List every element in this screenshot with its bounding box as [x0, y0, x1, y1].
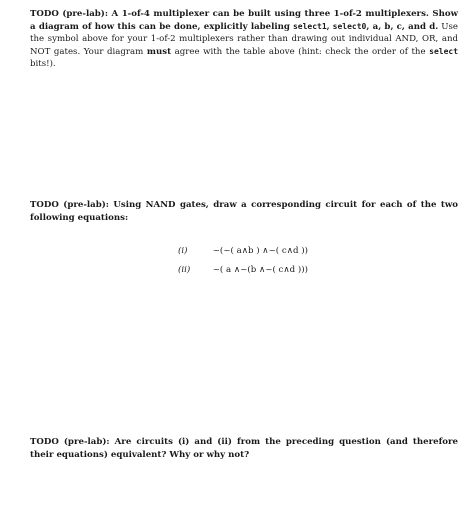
equation-expression: ~( a ∧~(b ∧~( c∧d )))	[212, 265, 308, 275]
select-code: select	[429, 46, 459, 56]
equation-list	[178, 242, 308, 280]
question-nand-circuits: TODO (pre-lab): Using NAND gates, draw a corresponding circuit for each of the two following equations:	[30, 200, 458, 223]
question-equivalence: TODO (pre-lab): Are circuits (i) and (ii) from the preceding question (and therefore their equations) equivalent? Why or why not?	[30, 437, 458, 460]
must-emphasis: must	[146, 46, 172, 57]
equation-row	[178, 261, 308, 280]
equation-expression: ~(~( a∧b ) ∧~( c∧d ))	[212, 246, 308, 256]
sep-1: ,	[326, 21, 330, 32]
equation-row	[178, 242, 308, 261]
sep-2: , a, b, c, and d.	[366, 21, 439, 32]
select1-code: select1	[292, 21, 327, 31]
select0-code: select0	[332, 21, 367, 31]
equation-label: (i)	[178, 246, 188, 256]
equation-label: (ii)	[178, 265, 191, 275]
question-mux-diagram	[30, 8, 458, 71]
mux-question-lead: TODO (pre-lab): A 1-of-4 multiplexer can be built using three 1-of-2 multiplexers. Show a diagram of how this can be done, explicitly labeling	[30, 9, 458, 32]
mux-question-body-3: bits!).	[30, 59, 56, 70]
mux-question-body-2: agree with the table above (hint: check the order of the	[174, 46, 426, 57]
mux-question-body: Use the symbol above for your 1-of-2 multiplexers rather than drawing out individual AND, OR, and NOT gates. Your diagram	[30, 21, 458, 57]
